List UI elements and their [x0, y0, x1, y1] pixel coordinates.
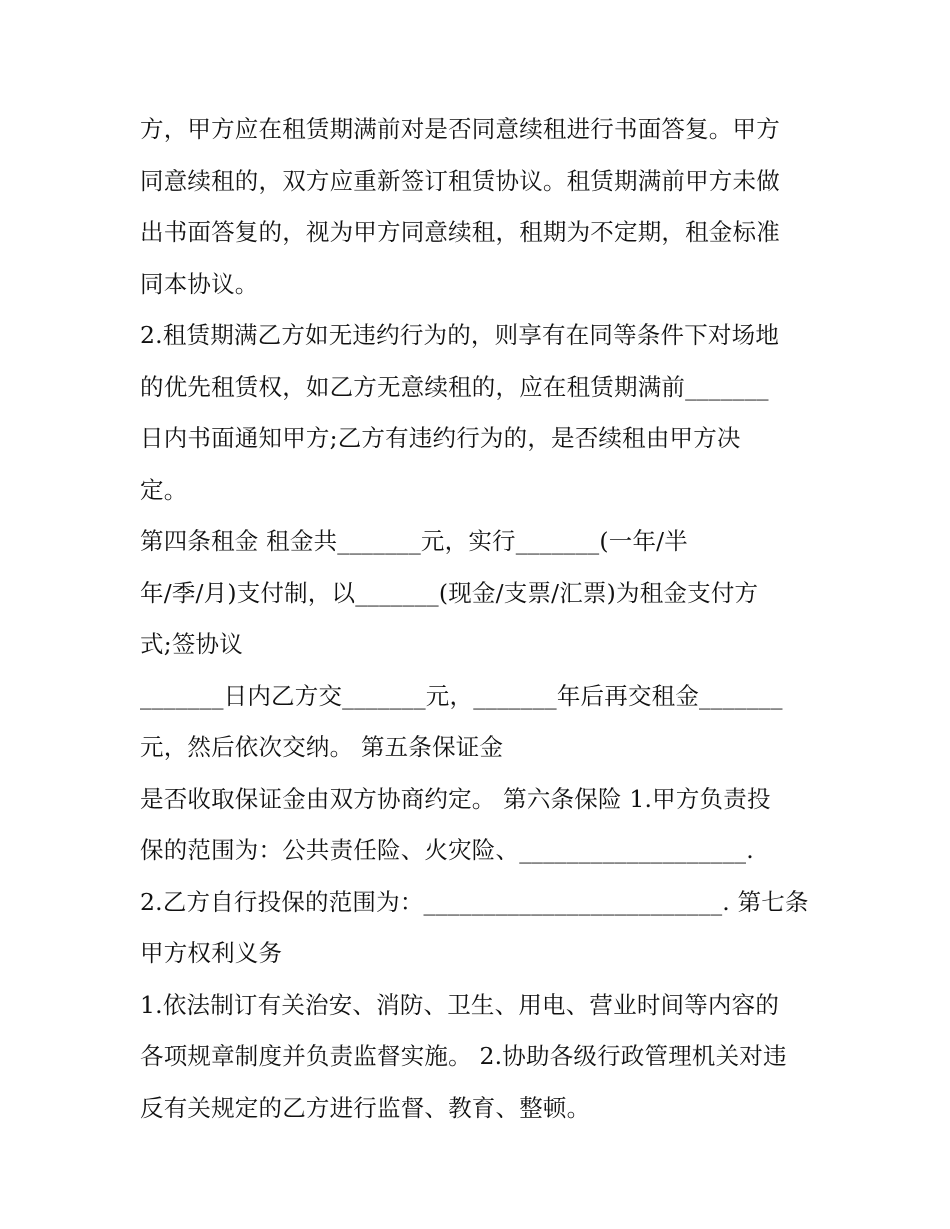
text-line-18: 1.依法制订有关治安、消防、卫生、用电、营业时间等内容的 [140, 990, 780, 1019]
text-line-4: 同本协议。 [140, 269, 259, 298]
text-line-10: 年/季/月)支付制，以_______(现金/支票/汇票)为租金支付方 [140, 578, 759, 607]
text-line-7: 日内书面通知甲方;乙方有违约行为的，是否续租由甲方决 [140, 424, 741, 452]
text-line-6: 的优先租赁权，如乙方无意续租的，应在租赁期满前_______ [140, 372, 769, 401]
text-line-1: 方，甲方应在租赁期满前对是否同意续租进行书面答复。甲方 [140, 115, 780, 143]
text-line-15: 保的范围为：公共责任险、火灾险、___________________. [140, 836, 754, 864]
text-line-3: 出书面答复的，视为甲方同意续租，租期为不定期，租金标准 [140, 218, 780, 246]
text-line-14: 是否收取保证金由双方协商约定。 第六条保险 1.甲方负责投 [140, 784, 771, 813]
text-line-12: _______日内乙方交_______元，_______年后再交租金_______ [140, 681, 783, 710]
text-line-5: 2.租赁期满乙方如无违约行为的，则享有在同等条件下对场地 [140, 321, 780, 349]
document-body [140, 104, 820, 1134]
text-line-11: 式;签协议 [140, 630, 243, 658]
text-line-19: 各项规章制度并负责监督实施。 2.协助各级行政管理机关对违 [140, 1042, 787, 1070]
text-line-2: 同意续租的，双方应重新签订租赁协议。租赁期满前甲方未做 [140, 166, 780, 195]
text-line-16: 2.乙方自行投保的范围为：_________________________. 第七条 [140, 887, 809, 916]
text-line-13: 元，然后依次交纳。 第五条保证金 [140, 733, 504, 761]
text-line-9: 第四条租金 租金共_______元，实行_______(一年/半 [140, 527, 688, 555]
text-line-20: 反有关规定的乙方进行监督、教育、整顿。 [140, 1093, 591, 1122]
text-line-8: 定。 [140, 475, 188, 504]
text-line-17: 甲方权利义务 [140, 939, 283, 967]
